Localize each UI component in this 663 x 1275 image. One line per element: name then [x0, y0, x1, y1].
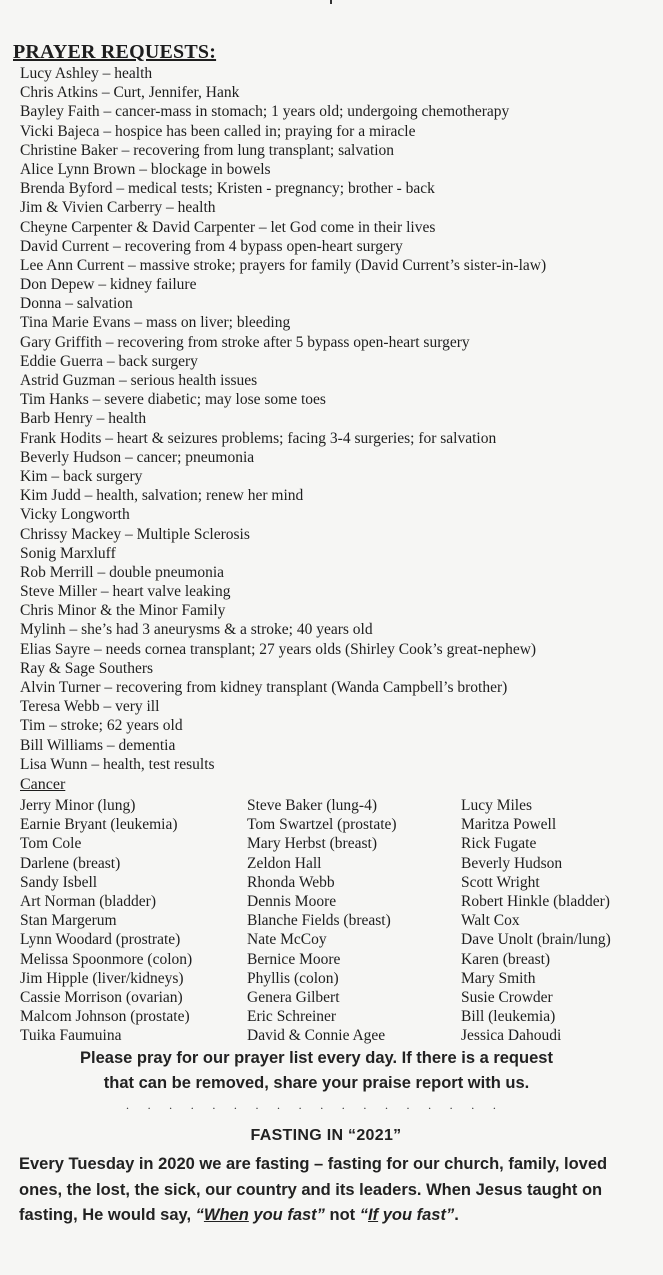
prayer-request-item: Chrissy Mackey – Multiple Sclerosis	[20, 525, 250, 543]
cancer-list-item: Mary Herbst (breast)	[247, 835, 377, 853]
fasting-not-text: not	[324, 1206, 360, 1224]
divider-dot: .	[233, 1098, 237, 1112]
cancer-list-column-3	[461, 796, 611, 1045]
prayer-request-item: Don Depew – kidney failure	[20, 276, 197, 294]
cancer-list-item: Beverly Hudson	[461, 854, 563, 872]
cancer-list-item: Earnie Bryant (leukemia)	[20, 816, 178, 834]
cancer-list-item: Jerry Minor (lung)	[20, 797, 136, 814]
cancer-list-item: Robert Hinkle (bladder)	[461, 892, 610, 910]
cancer-list-item: Tom Swartzel (prostate)	[247, 816, 397, 834]
divider-dot: .	[471, 1098, 475, 1112]
pray-note-line-1: Please pray for our prayer list every day. If there is a request	[80, 1049, 553, 1067]
cancer-list-item: Karen (breast)	[461, 950, 551, 968]
cancer-list-item: Phyllis (colon)	[247, 969, 339, 987]
cancer-list-item: David & Connie Agee	[247, 1027, 386, 1045]
cancer-list-item: Scott Wright	[461, 873, 540, 891]
divider-dot: .	[190, 1098, 194, 1112]
prayer-request-item: Lucy Ashley – health	[20, 65, 153, 82]
pray-note-line-2: that can be removed, share your praise report with us.	[103, 1074, 530, 1092]
quote-when	[196, 1206, 325, 1224]
prayer-request-item: Cheyne Carpenter & David Carpenter – let God come in their lives	[20, 218, 436, 236]
cancer-list-item: Mary Smith	[461, 969, 536, 987]
prayer-requests-heading: PRAYER REQUESTS:	[13, 41, 217, 63]
prayer-request-item: Barb Henry – health	[20, 410, 147, 428]
cancer-list-item: Darlene (breast)	[20, 854, 121, 872]
cancer-section-title: Cancer	[20, 776, 66, 793]
prayer-request-item: Bayley Faith – cancer-mass in stomach; 1 years old; undergoing chemotherapy	[20, 103, 510, 121]
cancer-list-item: Eric Schreiner	[247, 1008, 337, 1026]
fasting-paragraph	[19, 1152, 649, 1229]
divider-dot: .	[492, 1098, 496, 1112]
top-fold-mark	[330, 0, 332, 4]
divider-dot: .	[406, 1098, 410, 1112]
cancer-list-item: Steve Baker (lung-4)	[247, 797, 377, 814]
fasting-title: FASTING IN “2021”	[250, 1127, 402, 1144]
cancer-list-item: Nate McCoy	[247, 931, 327, 949]
cancer-list-item: Bill (leukemia)	[461, 1008, 556, 1026]
cancer-list-item: Jim Hipple (liver/kidneys)	[20, 969, 184, 987]
cancer-list-item: Walt Cox	[461, 912, 520, 930]
prayer-request-item: Frank Hodits – heart & seizures problems; facing 3-4 surgeries; for salvation	[20, 429, 497, 447]
cancer-list-item: Susie Crowder	[461, 988, 553, 1006]
cancer-list-item: Lynn Woodard (prostrate)	[20, 931, 181, 949]
prayer-request-item: Tim Hanks – severe diabetic; may lose some toes	[20, 391, 326, 409]
cancer-list-item: Cassie Morrison (ovarian)	[20, 988, 183, 1006]
cancer-list-item: Stan Margerum	[20, 912, 117, 930]
cancer-list-item: Lucy Miles	[461, 797, 533, 814]
prayer-request-item: Alvin Turner – recovering from kidney transplant (Wanda Campbell’s brother)	[20, 679, 508, 696]
prayer-request-item: Lisa Wunn – health, test results	[20, 755, 215, 773]
prayer-request-item: Eddie Guerra – back surgery	[20, 352, 198, 370]
cancer-list-item: Dennis Moore	[247, 892, 337, 910]
prayer-request-item: Donna – salvation	[20, 295, 133, 313]
cancer-list-item: Jessica Dahoudi	[461, 1027, 562, 1045]
prayer-request-item: Mylinh – she’s had 3 aneurysms & a stroke; 40 years old	[20, 621, 373, 639]
quote-if	[360, 1206, 454, 1224]
prayer-request-item: Tim – stroke; 62 years old	[20, 717, 183, 735]
cancer-list-item: Sandy Isbell	[20, 873, 98, 891]
cancer-list-item: Tom Cole	[20, 835, 82, 853]
quote-when-underlined: When	[203, 1206, 249, 1224]
quote-when-rest: you fast”	[248, 1206, 325, 1224]
prayer-request-item: Sonig Marxluff	[20, 544, 116, 562]
cancer-list-item: Malcom Johnson (prostate)	[20, 1008, 190, 1026]
prayer-request-item: Elias Sayre – needs cornea transplant; 27 years olds (Shirley Cook’s great-nephew)	[20, 640, 537, 658]
divider-dot: .	[298, 1098, 302, 1112]
cancer-list-item: Zeldon Hall	[247, 854, 322, 872]
prayer-request-item: Vicki Bajeca – hospice has been called in; praying for a miracle	[20, 122, 416, 140]
quote-if-open: “	[359, 1206, 369, 1224]
prayer-request-item: Teresa Webb – very ill	[20, 698, 160, 716]
prayer-request-item: Ray & Sage Southers	[20, 659, 154, 677]
prayer-request-item: Kim – back surgery	[20, 467, 143, 485]
cancer-list-item: Rick Fugate	[461, 835, 537, 853]
prayer-request-item: Brenda Byford – medical tests; Kristen - pregnancy; brother - back	[20, 180, 435, 198]
cancer-list-item: Melissa Spoonmore (colon)	[20, 950, 193, 968]
prayer-request-item: Steve Miller – heart valve leaking	[20, 583, 231, 601]
divider-dot: .	[212, 1098, 216, 1112]
cancer-list-column-2	[247, 796, 397, 1045]
cancer-list-item: Maritza Powell	[461, 816, 557, 834]
cancer-list-item: Dave Unolt (brain/lung)	[461, 931, 611, 949]
prayer-request-item: Tina Marie Evans – mass on liver; bleeding	[20, 314, 291, 332]
divider-dot: .	[320, 1098, 324, 1112]
cancer-list-item: Tuika Faumuina	[20, 1027, 122, 1045]
prayer-request-item: Astrid Guzman – serious health issues	[20, 372, 258, 389]
prayer-request-item: Alice Lynn Brown – blockage in bowels	[20, 160, 271, 178]
dot-divider	[126, 1098, 496, 1113]
prayer-request-item: Lee Ann Current – massive stroke; prayers for family (David Current’s sister-in-law)	[20, 256, 547, 274]
divider-dot: .	[449, 1098, 453, 1112]
cancer-list-item: Rhonda Webb	[247, 873, 335, 891]
cancer-list-item: Bernice Moore	[247, 950, 341, 968]
prayer-request-item: Christine Baker – recovering from lung transplant; salvation	[20, 141, 395, 159]
fasting-end-period: .	[454, 1206, 459, 1224]
cancer-list-item: Art Norman (bladder)	[20, 892, 157, 910]
prayer-request-item: Rob Merrill – double pneumonia	[20, 563, 225, 581]
divider-dot: .	[169, 1098, 173, 1112]
prayer-request-item: Chris Minor & the Minor Family	[20, 602, 226, 620]
prayer-request-item: David Current – recovering from 4 bypass open-heart surgery	[20, 237, 403, 255]
prayer-request-item: Beverly Hudson – cancer; pneumonia	[20, 448, 255, 466]
prayer-request-list	[20, 64, 546, 774]
prayer-request-item: Kim Judd – health, salvation; renew her mind	[20, 487, 304, 505]
divider-dot: .	[147, 1098, 151, 1112]
quote-if-underlined: If	[368, 1206, 379, 1224]
cancer-list-item: Genera Gilbert	[247, 988, 340, 1006]
prayer-request-item: Bill Williams – dementia	[20, 736, 176, 754]
cancer-list-item: Blanche Fields (breast)	[247, 912, 391, 930]
pray-note	[0, 1046, 633, 1096]
divider-dot: .	[384, 1098, 388, 1112]
prayer-request-item: Gary Griffith – recovering from stroke after 5 bypass open-heart surgery	[20, 333, 470, 351]
cancer-list-column-1	[20, 796, 192, 1045]
divider-dot: .	[428, 1098, 432, 1112]
quote-if-rest: you fast”	[378, 1206, 455, 1224]
divider-dot: .	[341, 1098, 345, 1112]
prayer-request-item: Chris Atkins – Curt, Jennifer, Hank	[20, 84, 240, 102]
prayer-request-item: Vicky Longworth	[20, 506, 130, 524]
quote-when-open: “	[195, 1206, 204, 1224]
divider-dot: .	[277, 1098, 281, 1112]
prayer-request-item: Jim & Vivien Carberry – health	[20, 199, 216, 217]
divider-dot: .	[126, 1098, 129, 1112]
divider-dot: .	[363, 1098, 367, 1112]
divider-dot: .	[255, 1098, 259, 1112]
fasting-body-text: Every Tuesday in 2020 we are fasting – fasting for our church, family, loved ones, the lost, the sick, our country and its leaders. When Jesus taught on fasting, He would say,	[19, 1155, 608, 1224]
